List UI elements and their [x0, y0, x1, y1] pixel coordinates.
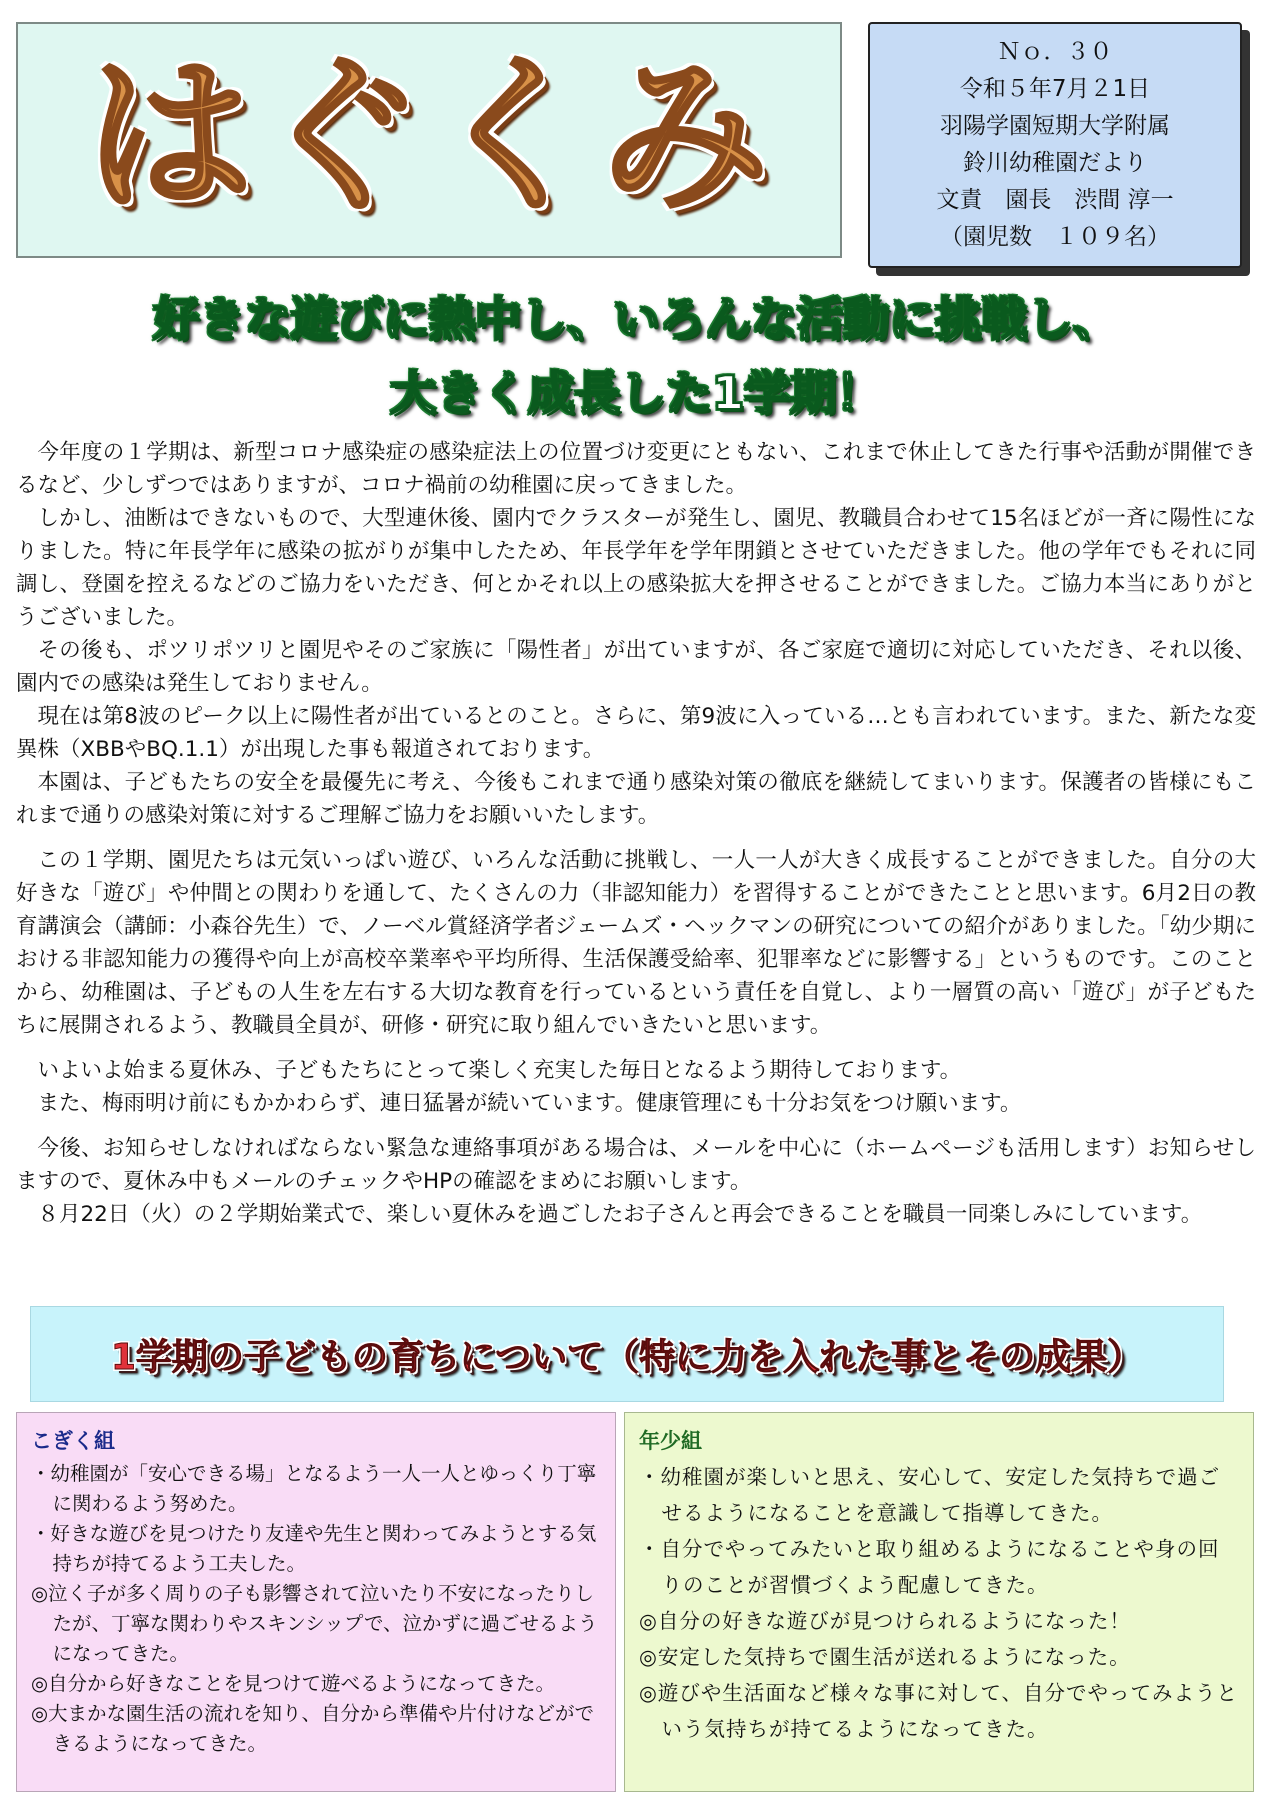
paragraph: また、梅雨明け前にもかかわらず、連日猛暑が続いています。健康管理にも十分お気をつけ願います。 — [37, 1091, 1022, 1116]
list-item: ・幼稚園が「安心できる場」となるよう一人一人とゆっくり丁寧に関わるよう努めた。 — [31, 1462, 597, 1515]
paragraph: 今後、お知らせしなければならない緊急な連絡事項がある場合は、メールを中心に（ホームページも活用します）お知らせしますので、夏休み中もメールのチェックやHPの確認をまめにお願いします。 — [16, 1136, 1256, 1194]
issue-date: 令和５年7月２1日 — [959, 76, 1151, 102]
list-item: ・好きな遊びを見つけたり友達や先生と関わってみようとする気持ちが持てるよう工夫した。 — [31, 1522, 597, 1575]
group-title: 年少組 — [639, 1429, 702, 1453]
list-item: ◎遊びや生活面など様々な事に対して、自分でやってみようという気持ちが持てるようになってきた。 — [639, 1681, 1238, 1741]
student-count: （園児数 １０９名） — [940, 224, 1170, 250]
list-item: ◎安定した気持ちで園生活が送れるようになった。 — [639, 1645, 1131, 1669]
paragraph: この１学期、園児たちは元気いっぱい遊び、いろんな活動に挑戦し、一人一人が大きく成長することができました。自分の大好きな「遊び」や仲間との関わりを通して、たくさんの力（非認知能力）を習得することができたことと思います。6月2日の教育講演会（講師：小森谷先生）で、ノーベル賞経済学者ジェームズ・ヘックマンの研究についての紹介がありました。「幼少期における非認知能力の獲得や向上が高校卒業率や平均所得、生活保護受給率、犯罪率などに影響する」というものです。このことから、幼稚園は、子どもの人生を左右する大切な教育を行っているという責任を自覚し、より一層質の高い「遊び」が子どもたちに展開されるよう、教職員全員が、研修・研究に取り組んでいきたいと思います。 — [16, 848, 1256, 1038]
paragraph: その後も、ポツリポツリと園児やそのご家族に「陽性者」が出ていますが、各ご家庭で適切に対応していただき、それ以後、園内での感染は発生しておりません。 — [16, 638, 1256, 696]
headline-line-1: 好きな遊びに熱中し、いろんな活動に挑戦し、 — [153, 292, 1119, 346]
section-title: 1学期の子どもの育ちについて（特に力を入れた事とその成果） — [110, 1336, 1144, 1378]
paragraph: いよいよ始まる夏休み、子どもたちにとって楽しく充実した毎日となるよう期待しております。 — [37, 1058, 962, 1083]
list-item: ◎自分の好きな遊びが見つけられるようになった！ — [639, 1609, 1131, 1633]
paragraph: ８月22日（火）の２学期始業式で、楽しい夏休みを過ごしたお子さんと再会できることを職員一同楽しみにしています。 — [37, 1202, 1203, 1227]
paragraph: 現在は第8波のピーク以上に陽性者が出ているとのこと。さらに、第9波に入っている…とも言われています。また、新たな変異株（XBBやBQ.1.1）が出現した事も報道されております。 — [16, 704, 1256, 762]
article-body — [16, 436, 1256, 1231]
list-item: ◎自分から好きなことを見つけて遊べるようになってきた。 — [31, 1672, 556, 1695]
masthead — [16, 22, 842, 258]
section-banner — [30, 1306, 1224, 1402]
group-title: こぎく組 — [31, 1429, 115, 1453]
issue-info-box — [868, 22, 1242, 268]
school-name: 羽陽学園短期大学附属 — [940, 113, 1170, 139]
issue-number: Ｎｏ．３０ — [997, 39, 1113, 65]
info-box-content — [868, 22, 1242, 268]
list-item: ◎大まかな園生活の流れを知り、自分から準備や片付けなどができるようになってきた。 — [31, 1702, 595, 1755]
paragraph: 本園は、子どもたちの安全を最優先に考え、今後もこれまで通り感染対策の徹底を継続してまいります。保護者の皆様にもこれまで通りの感染対策に対するご理解ご協力をお願いいたします。 — [16, 770, 1256, 828]
kogiku-group-box — [16, 1412, 616, 1792]
paragraph: しかし、油断はできないもので、大型連休後、園内でクラスターが発生し、園児、教職員合わせて15名ほどが一斉に陽性になりました。特に年長学年に感染の拡がりが集中したため、年長学年を学年閉鎖とさせていただきました。他の学年でもそれに同調し、登園を控えるなどのご協力をいただき、何とかそれ以上の感染拡大を押させることができました。ご協力本当にありがとうございました。 — [16, 506, 1256, 630]
list-item: ◎泣く子が多く周りの子も影響されて泣いたり不安になったりしたが、丁寧な関わりやスキンシップで、泣かずに過ごせるようになってきた。 — [31, 1582, 598, 1665]
newsletter-name: 鈴川幼稚園だより — [963, 150, 1147, 176]
list-item: ・自分でやってみたいと取り組めるようになることや身の回りのことが習慣づくよう配慮してきた。 — [639, 1537, 1220, 1597]
headline-line-2: 大きく成長した1学期！ — [389, 366, 882, 420]
headline — [0, 282, 1272, 430]
newsletter-title: はぐくみ — [85, 38, 773, 234]
author: 文責 園長 渋間 淳一 — [936, 187, 1174, 213]
nensho-group-box — [624, 1412, 1254, 1792]
paragraph: 今年度の１学期は、新型コロナ感染症の感染症法上の位置づけ変更にともない、これまで休止してきた行事や活動が開催できるなど、少しずつではありますが、コロナ禍前の幼稚園に戻ってきました。 — [16, 440, 1256, 498]
list-item: ・幼稚園が楽しいと思え、安心して、安定した気持ちで過ごせるようになることを意識して指導してきた。 — [639, 1465, 1221, 1525]
